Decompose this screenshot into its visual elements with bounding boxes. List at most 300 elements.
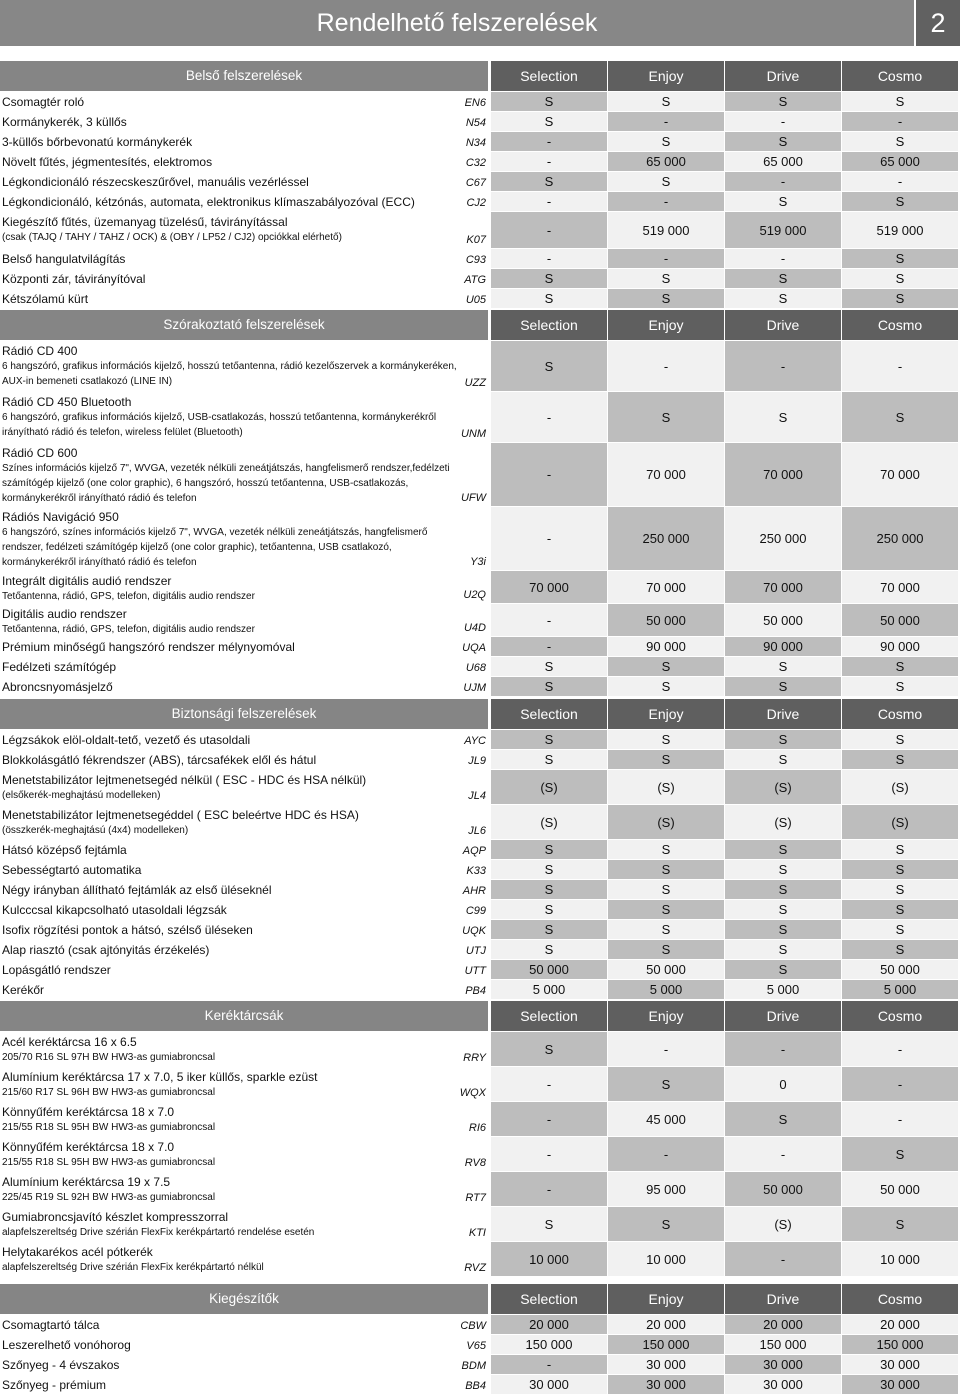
table-row — [0, 1335, 960, 1355]
value-selection: - — [491, 1137, 607, 1171]
value-selection: S — [491, 1207, 607, 1241]
column-header-drive: Drive — [725, 699, 841, 729]
value-selection: S — [491, 269, 607, 288]
value-drive: S — [725, 392, 841, 442]
item-name: Fedélzeti számítógép — [2, 660, 117, 674]
value-selection: S — [491, 657, 607, 676]
row-description — [0, 1335, 460, 1353]
value-drive: 250 000 — [725, 507, 841, 570]
value-cosmo: 30 000 — [842, 1355, 958, 1374]
option-code: EN6 — [464, 97, 486, 109]
value-cosmo: - — [842, 172, 958, 191]
value-drive: 20 000 — [725, 1315, 841, 1334]
table-row — [0, 1355, 960, 1375]
value-cosmo: S — [842, 92, 958, 111]
item-name: Rádió CD 450 Bluetooth — [2, 395, 132, 409]
row-description — [0, 1315, 460, 1333]
item-name: Sebességtartó automatika — [2, 863, 142, 877]
value-drive: S — [725, 677, 841, 696]
item-name: Menetstabilizátor lejtmenetsegéd nélkül ( ESC - HDC és HSA nélkül) — [2, 773, 367, 787]
value-cosmo: 50 000 — [842, 604, 958, 636]
value-selection: - — [491, 1102, 607, 1136]
value-selection: S — [491, 289, 607, 308]
value-enjoy: S — [608, 1207, 724, 1241]
column-header-cosmo: Cosmo — [842, 699, 958, 729]
value-cosmo: S — [842, 860, 958, 879]
row-description — [0, 289, 460, 307]
table-row — [0, 571, 960, 604]
column-header-cosmo: Cosmo — [842, 1001, 958, 1031]
row-description — [0, 92, 460, 110]
value-enjoy: - — [608, 1032, 724, 1066]
item-name: Kétszólamú kürt — [2, 292, 89, 306]
page-number: 2 — [916, 0, 960, 46]
value-drive: - — [725, 341, 841, 391]
column-header-drive: Drive — [725, 61, 841, 91]
value-enjoy: 30 000 — [608, 1355, 724, 1374]
option-code: N54 — [465, 117, 486, 129]
value-drive: S — [725, 730, 841, 749]
option-code: UQA — [462, 642, 486, 654]
value-drive: S — [725, 657, 841, 676]
option-code: AYC — [464, 735, 486, 747]
table-row — [0, 1207, 960, 1242]
item-name: Menetstabilizátor lejtmenetsegéddel ( ESC beleértve HDC és HSA) — [2, 808, 359, 822]
value-selection: S — [491, 750, 607, 769]
item-name: Kerékőr — [2, 983, 45, 997]
table-row — [0, 212, 960, 249]
value-selection: - — [491, 1355, 607, 1374]
value-cosmo: S — [842, 1207, 958, 1241]
value-cosmo: S — [842, 289, 958, 308]
row-description — [0, 840, 460, 858]
option-code: KTI — [468, 1227, 486, 1239]
value-enjoy: 250 000 — [608, 507, 724, 570]
value-selection: S — [491, 840, 607, 859]
value-drive: S — [725, 920, 841, 939]
row-description — [0, 1067, 460, 1100]
column-header-cosmo: Cosmo — [842, 1284, 958, 1314]
option-code: JL6 — [468, 825, 486, 837]
table-row — [0, 507, 960, 571]
value-enjoy: (S) — [608, 770, 724, 804]
item-detail: 215/60 R17 SL 96H BW HW3-as gumiabroncsal — [2, 1087, 216, 1098]
value-drive: S — [725, 289, 841, 308]
column-header-drive: Drive — [725, 1284, 841, 1314]
value-enjoy: 519 000 — [608, 212, 724, 248]
row-description — [0, 920, 460, 938]
value-enjoy: S — [608, 840, 724, 859]
item-name: Prémium minőségű hangszóró rendszer mélynyomóval — [2, 640, 295, 654]
item-detail: alapfelszereltség Drive szérián FlexFix kerékpártartó rendelése esetén — [2, 1227, 315, 1238]
row-description — [0, 1242, 460, 1275]
row-description — [0, 677, 460, 695]
value-drive: 70 000 — [725, 571, 841, 603]
value-selection: 150 000 — [491, 1335, 607, 1354]
value-cosmo: 10 000 — [842, 1242, 958, 1276]
option-code: UTT — [464, 965, 486, 977]
row-description — [0, 860, 460, 878]
column-header-enjoy: Enjoy — [608, 1001, 724, 1031]
item-detail: 6 hangszóró, grafikus információs kijelző, USB-csatlakozás, hosszú tetőantenna, kormánykerékről irányítható rádió és telefon, wireless felület (Bluetooth) — [2, 412, 437, 438]
value-enjoy: S — [608, 132, 724, 151]
value-selection: S — [491, 730, 607, 749]
value-drive: 30 000 — [725, 1375, 841, 1394]
value-drive: 5 000 — [725, 980, 841, 999]
option-code: N34 — [465, 137, 486, 149]
option-code: C93 — [465, 254, 486, 266]
value-enjoy: S — [608, 392, 724, 442]
value-enjoy: S — [608, 900, 724, 919]
page-title: Rendelhető felszerelések — [0, 0, 914, 46]
table-row — [0, 269, 960, 289]
value-drive: 90 000 — [725, 637, 841, 656]
table-row — [0, 112, 960, 132]
item-name: Alumínium keréktárcsa 17 x 7.0, 5 iker küllős, sparkle ezüst — [2, 1070, 318, 1084]
item-name: Könnyűfém keréktárcsa 18 x 7.0 — [2, 1105, 175, 1119]
table-row — [0, 341, 960, 392]
row-description — [0, 132, 460, 150]
value-enjoy: S — [608, 880, 724, 899]
table-row — [0, 770, 960, 805]
value-cosmo: (S) — [842, 805, 958, 839]
value-enjoy: S — [608, 940, 724, 959]
item-detail: Tetőantenna, rádió, GPS, telefon, digitális audio rendszer — [2, 591, 255, 602]
value-drive: S — [725, 132, 841, 151]
value-enjoy: S — [608, 750, 724, 769]
row-description — [0, 392, 460, 440]
value-enjoy: 5 000 — [608, 980, 724, 999]
value-selection: - — [491, 507, 607, 570]
row-description — [0, 507, 460, 570]
item-name: Alap riasztó (csak ajtónyitás érzékelés) — [2, 943, 210, 957]
value-cosmo: 70 000 — [842, 571, 958, 603]
value-selection: - — [491, 1067, 607, 1101]
item-name: Kulcccsal kikapcsolható utasoldali légzsák — [2, 903, 227, 917]
row-description — [0, 341, 460, 389]
value-selection: - — [491, 192, 607, 211]
value-drive: S — [725, 192, 841, 211]
item-name: Belső hangulatvilágítás — [2, 252, 126, 266]
row-description — [0, 192, 460, 210]
table-row — [0, 730, 960, 750]
value-selection: 30 000 — [491, 1375, 607, 1394]
item-name: Rádió CD 400 — [2, 344, 78, 358]
value-drive: S — [725, 960, 841, 979]
item-name: Négy irányban állítható fejtámlák az első üléseknél — [2, 883, 272, 897]
value-enjoy: S — [608, 1067, 724, 1101]
value-selection: S — [491, 880, 607, 899]
value-enjoy: 20 000 — [608, 1315, 724, 1334]
item-name: Acél keréktárcsa 16 x 6.5 — [2, 1035, 137, 1049]
item-detail: alapfelszereltség Drive szérián FlexFix kerékpártartó nélkül — [2, 1262, 264, 1273]
item-name: Rádiós Navigáció 950 — [2, 510, 119, 524]
item-name: Alumínium keréktárcsa 19 x 7.5 — [2, 1175, 171, 1189]
option-code: C32 — [465, 157, 486, 169]
value-enjoy: 45 000 — [608, 1102, 724, 1136]
row-description — [0, 1375, 460, 1393]
option-code: JL9 — [468, 755, 486, 767]
item-detail: (csak (TAJQ / TAHY / TAHZ / OCK) & (OBY / LP52 / CJ2) opciókkal elérhető) — [2, 232, 342, 243]
item-name: Rádió CD 600 — [2, 446, 78, 460]
value-enjoy: S — [608, 92, 724, 111]
value-selection: - — [491, 152, 607, 171]
table-row — [0, 900, 960, 920]
value-selection: 70 000 — [491, 571, 607, 603]
table-row — [0, 1315, 960, 1335]
section-3 — [0, 699, 960, 1000]
item-detail: 205/70 R16 SL 97H BW HW3-as gumiabroncsal — [2, 1052, 216, 1063]
value-cosmo: - — [842, 112, 958, 131]
value-drive: - — [725, 1137, 841, 1171]
option-code: RV8 — [464, 1157, 486, 1169]
value-enjoy: - — [608, 192, 724, 211]
table-row — [0, 1102, 960, 1137]
section-title: Biztonsági felszerelések — [0, 699, 488, 729]
value-cosmo: (S) — [842, 770, 958, 804]
table-row — [0, 1032, 960, 1067]
row-description — [0, 805, 460, 838]
value-cosmo: 20 000 — [842, 1315, 958, 1334]
row-description — [0, 1355, 460, 1373]
section-title: Szórakoztató felszerelések — [0, 310, 488, 340]
value-selection: S — [491, 860, 607, 879]
value-cosmo: 50 000 — [842, 960, 958, 979]
value-selection: (S) — [491, 805, 607, 839]
value-drive: 30 000 — [725, 1355, 841, 1374]
value-cosmo: 250 000 — [842, 507, 958, 570]
option-code: AQP — [462, 845, 486, 857]
column-header-selection: Selection — [491, 310, 607, 340]
value-enjoy: - — [608, 341, 724, 391]
item-name: Lopásgátló rendszer — [2, 963, 111, 977]
item-name: Digitális audio rendszer — [2, 607, 127, 621]
section-1 — [0, 61, 960, 309]
item-name: Kiegészítő fűtés, üzemanyag tüzelésű, távirányítással — [2, 215, 288, 229]
value-cosmo: - — [842, 1067, 958, 1101]
value-enjoy: 65 000 — [608, 152, 724, 171]
row-description — [0, 1207, 460, 1240]
item-name: Növelt fűtés, jégmentesítés, elektromos — [2, 155, 213, 169]
table-row — [0, 1172, 960, 1207]
option-code: RT7 — [465, 1192, 486, 1204]
item-name: Szőnyeg - 4 évszakos — [2, 1358, 120, 1372]
option-code: CBW — [460, 1320, 486, 1332]
value-selection: S — [491, 677, 607, 696]
column-header-enjoy: Enjoy — [608, 310, 724, 340]
value-cosmo: 519 000 — [842, 212, 958, 248]
value-enjoy: 50 000 — [608, 960, 724, 979]
option-code: V65 — [466, 1340, 486, 1352]
value-cosmo: S — [842, 1137, 958, 1171]
value-selection: - — [491, 249, 607, 268]
option-code: BB4 — [465, 1380, 486, 1392]
column-header-drive: Drive — [725, 1001, 841, 1031]
value-drive: S — [725, 940, 841, 959]
section-header — [0, 61, 960, 91]
value-selection: - — [491, 637, 607, 656]
table-row — [0, 132, 960, 152]
value-cosmo: 30 000 — [842, 1375, 958, 1394]
option-code: AHR — [462, 885, 486, 897]
item-detail: 215/55 R18 SL 95H BW HW3-as gumiabroncsal — [2, 1157, 216, 1168]
value-selection: 10 000 — [491, 1242, 607, 1276]
section-header — [0, 310, 960, 340]
option-code: UNM — [460, 428, 486, 440]
value-enjoy: 50 000 — [608, 604, 724, 636]
value-cosmo: 5 000 — [842, 980, 958, 999]
row-description — [0, 604, 460, 637]
item-detail: (összkerék-meghajtású (4x4) modelleken) — [2, 825, 189, 836]
value-cosmo: S — [842, 249, 958, 268]
row-description — [0, 637, 460, 655]
value-drive: S — [725, 1102, 841, 1136]
value-drive: S — [725, 269, 841, 288]
value-selection: S — [491, 920, 607, 939]
column-header-selection: Selection — [491, 699, 607, 729]
value-cosmo: 65 000 — [842, 152, 958, 171]
value-enjoy: S — [608, 730, 724, 749]
value-selection: - — [491, 443, 607, 506]
value-cosmo: - — [842, 1102, 958, 1136]
table-row — [0, 249, 960, 269]
item-name: Leszerelhető vonóhorog — [2, 1338, 131, 1352]
item-detail: 6 hangszóró, színes információs kijelző 7", WVGA, vezeték nélküli zeneátjátszás, hangfelismerő rendszer, fedélzeti számítógép kijelző (one color graphic), tetőantenna, USB csatlakozó, kormánykerékről irányítható rádió és telefon — [2, 527, 428, 568]
item-name: Légkondicionáló részecskeszűrővel, manuális vezérléssel — [2, 175, 309, 189]
value-cosmo: S — [842, 677, 958, 696]
table-row — [0, 657, 960, 677]
row-description — [0, 940, 460, 958]
column-header-cosmo: Cosmo — [842, 61, 958, 91]
value-drive: 70 000 — [725, 443, 841, 506]
value-enjoy: - — [608, 112, 724, 131]
value-cosmo: S — [842, 880, 958, 899]
section-header — [0, 699, 960, 729]
column-header-enjoy: Enjoy — [608, 699, 724, 729]
item-name: Helytakarékos acél pótkerék — [2, 1245, 153, 1259]
item-detail: Tetőantenna, rádió, GPS, telefon, digitális audio rendszer — [2, 624, 255, 635]
row-description — [0, 152, 460, 170]
option-code: UZZ — [464, 377, 486, 389]
value-enjoy: 70 000 — [608, 443, 724, 506]
item-name: Szőnyeg - prémium — [2, 1378, 107, 1392]
value-drive: S — [725, 860, 841, 879]
value-selection: - — [491, 1172, 607, 1206]
section-title: Keréktárcsák — [0, 1001, 488, 1031]
row-description — [0, 900, 460, 918]
item-name: Kormánykerék, 3 küllős — [2, 115, 127, 129]
row-description — [0, 269, 460, 287]
value-cosmo: S — [842, 192, 958, 211]
option-code: Y3i — [470, 556, 486, 568]
section-2 — [0, 310, 960, 697]
option-code: RI6 — [468, 1122, 486, 1134]
column-header-selection: Selection — [491, 1001, 607, 1031]
option-code: CJ2 — [466, 197, 486, 209]
option-code: U2Q — [463, 589, 486, 601]
value-drive: 65 000 — [725, 152, 841, 171]
item-name: Légkondicionáló, kétzónás, automata, elektronikus klímaszabályozóval (ECC) — [2, 195, 415, 209]
table-row — [0, 392, 960, 443]
value-drive: - — [725, 1032, 841, 1066]
item-detail: 6 hangszóró, grafikus információs kijelző, hosszú tetőantenna, rádió kezelőszervek a kormánykeréken, AUX-in bemeneti csatlakozó (LINE IN) — [2, 361, 457, 387]
value-cosmo: S — [842, 750, 958, 769]
row-description — [0, 249, 460, 267]
option-code: UJM — [463, 682, 486, 694]
value-selection: S — [491, 172, 607, 191]
value-drive: S — [725, 92, 841, 111]
value-cosmo: 50 000 — [842, 1172, 958, 1206]
column-header-selection: Selection — [491, 61, 607, 91]
value-cosmo: - — [842, 1032, 958, 1066]
row-description — [0, 112, 460, 130]
table-row — [0, 960, 960, 980]
value-selection: - — [491, 604, 607, 636]
value-drive: S — [725, 750, 841, 769]
table-row — [0, 172, 960, 192]
table-row — [0, 880, 960, 900]
table-row — [0, 289, 960, 309]
column-header-enjoy: Enjoy — [608, 1284, 724, 1314]
item-name: 3-küllős bőrbevonatú kormánykerék — [2, 135, 193, 149]
value-enjoy: - — [608, 249, 724, 268]
value-selection: S — [491, 900, 607, 919]
value-selection: S — [491, 92, 607, 111]
table-row — [0, 152, 960, 172]
row-description — [0, 750, 460, 768]
value-selection: - — [491, 392, 607, 442]
option-code: RVZ — [464, 1262, 486, 1274]
value-drive: - — [725, 249, 841, 268]
section-title: Belső felszerelések — [0, 61, 488, 91]
table-row — [0, 860, 960, 880]
item-detail: 215/55 R18 SL 95H BW HW3-as gumiabroncsal — [2, 1122, 216, 1133]
item-name: Isofix rögzítési pontok a hátsó, szélső üléseken — [2, 923, 253, 937]
column-header-enjoy: Enjoy — [608, 61, 724, 91]
item-name: Hátsó középső fejtámla — [2, 843, 127, 857]
value-enjoy: - — [608, 1137, 724, 1171]
row-description — [0, 1102, 460, 1135]
table-row — [0, 750, 960, 770]
column-header-drive: Drive — [725, 310, 841, 340]
value-cosmo: S — [842, 132, 958, 151]
value-drive: S — [725, 880, 841, 899]
item-name: Csomagtartó tálca — [2, 1318, 100, 1332]
option-code: U68 — [465, 662, 486, 674]
item-name: Blokkolásgátló fékrendszer (ABS), tárcsafékek elől és hátul — [2, 753, 317, 767]
value-drive: 50 000 — [725, 1172, 841, 1206]
value-enjoy: S — [608, 860, 724, 879]
row-description — [0, 212, 460, 245]
column-header-cosmo: Cosmo — [842, 310, 958, 340]
section-header — [0, 1284, 960, 1314]
value-drive: (S) — [725, 770, 841, 804]
option-code: K07 — [466, 234, 486, 246]
table-row — [0, 805, 960, 840]
value-drive: 150 000 — [725, 1335, 841, 1354]
value-selection: - — [491, 212, 607, 248]
table-row — [0, 1375, 960, 1395]
value-selection: 5 000 — [491, 980, 607, 999]
section-title: Kiegészítők — [0, 1284, 488, 1314]
option-code: C67 — [465, 177, 486, 189]
option-code: K33 — [466, 865, 486, 877]
value-cosmo: - — [842, 341, 958, 391]
row-description — [0, 657, 460, 675]
section-header — [0, 1001, 960, 1031]
option-code: PB4 — [465, 985, 486, 997]
page-header — [0, 0, 960, 46]
